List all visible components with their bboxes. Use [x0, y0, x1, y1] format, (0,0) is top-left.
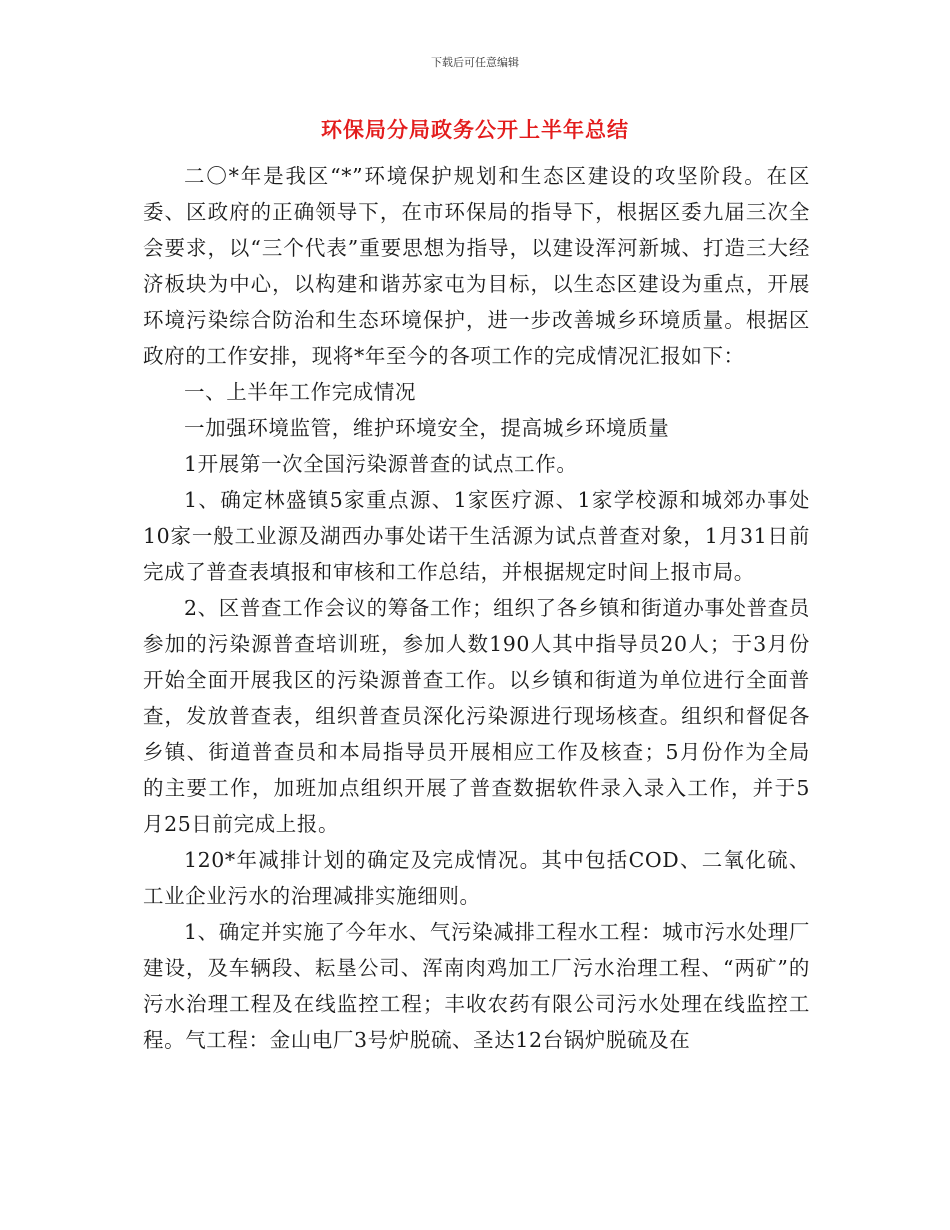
item-emission-reduction: 120*年减排计划的确定及完成情况。其中包括COD、二氧化硫、工业企业污水的治理减排实施细则。 — [143, 848, 810, 908]
item-pollution-census: 1开展第一次全国污染源普查的试点工作。 — [184, 452, 578, 476]
document-title: 环保局分局政务公开上半年总结 — [321, 118, 629, 142]
paragraph-reduction-projects: 1、确定并实施了今年水、气污染减排工程水工程：城市污水处理厂建设，及车辆段、耘垦公司、浑南肉鸡加工厂污水治理工程、“两矿”的污水治理工程及在线监控工程；丰收农药有限公司污水处理在线监控工程。气工程：金山电厂3号炉脱硫、圣达12台锅炉脱硫及在 — [143, 920, 810, 1052]
section-heading-first-half: 一、上半年工作完成情况 — [184, 380, 417, 404]
paragraph-census-pilot: 1、确定林盛镇5家重点源、1家医疗源、1家学校源和城郊办事处10家一般工业源及湖西办事处诺干生活源为试点普查对象，1月31日前完成了普查表填报和审核和工作总结，并根据规定时间上报市局。 — [143, 488, 810, 584]
paragraph-census-meeting: 2、区普查工作会议的筹备工作；组织了各乡镇和街道办事处普查员参加的污染源普查培训班，参加人数190人其中指导员20人；于3月份开始全面开展我区的污染源普查工作。以乡镇和街道为单位进行全面普查，发放普查表，组织普查员深化污染源进行现场核查。组织和督促各乡镇、街道普查员和本局指导员开展相应工作及核查；5月份作为全局的主要工作，加班加点组织开展了普查数据软件录入录入工作，并于5月25日前完成上报。 — [143, 596, 810, 836]
page-header-note: 下载后可任意编辑 — [431, 56, 519, 69]
paragraph-intro: 二〇*年是我区“*”环境保护规划和生态区建设的攻坚阶段。在区委、区政府的正确领导下，在市环保局的指导下，根据区委九届三次全会要求，以“三个代表”重要思想为指导，以建设浑河新城、打造三大经济板块为中心，以构建和谐苏家屯为目标，以生态区建设为重点，开展环境污染综合防治和生态环境保护，进一步改善城乡环境质量。根据区政府的工作安排，现将*年至今的各项工作的完成情况汇报如下： — [143, 164, 810, 368]
document-body — [143, 158, 810, 1058]
subheading-environmental-supervision: 一加强环境监管，维护环境安全，提高城乡环境质量 — [184, 416, 670, 440]
